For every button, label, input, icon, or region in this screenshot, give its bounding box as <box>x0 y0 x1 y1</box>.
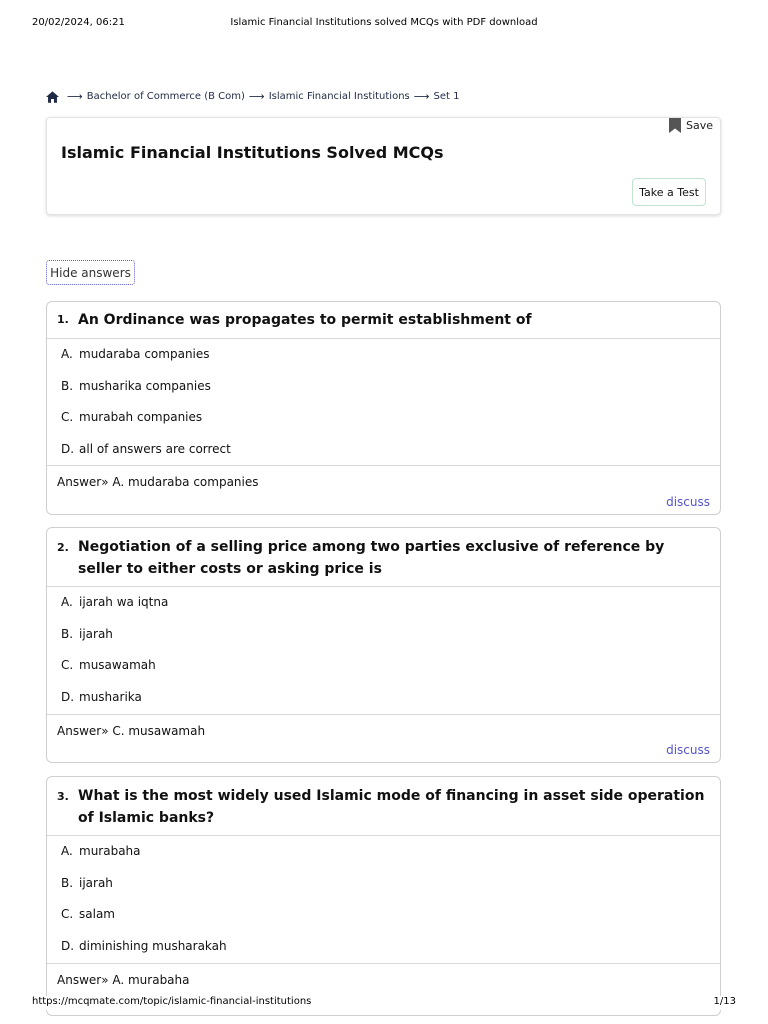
discuss-link[interactable]: discuss <box>666 743 710 757</box>
title-card <box>46 117 721 215</box>
answer-row <box>47 714 720 763</box>
answer-text: Answer» A. mudaraba companies <box>57 475 259 489</box>
hide-answers-button[interactable]: Hide answers <box>46 260 135 285</box>
page-title: Islamic Financial Institutions Solved MCQs <box>61 143 444 162</box>
breadcrumb-item-set[interactable]: Set 1 <box>433 91 460 102</box>
breadcrumb-separator: ⟶ <box>67 90 83 103</box>
option-c[interactable]: C. murabah companies <box>61 410 203 424</box>
option-b[interactable]: B. ijarah <box>61 627 113 641</box>
print-page-count: 1/13 <box>713 996 736 1007</box>
question-card-2 <box>46 527 721 763</box>
option-b[interactable]: B. musharika companies <box>61 379 211 393</box>
question-text: Negotiation of a selling price among two parties exclusive of reference by seller to either costs or asking price is <box>78 539 665 577</box>
question-header <box>47 777 720 836</box>
home-icon[interactable] <box>46 91 59 103</box>
save-button[interactable] <box>669 118 713 133</box>
question-header <box>47 528 720 587</box>
question-text: An Ordinance was propagates to permit establishment of <box>78 312 532 328</box>
option-d[interactable]: D. all of answers are correct <box>61 442 231 456</box>
print-datetime: 20/02/2024, 06:21 <box>32 17 125 28</box>
option-c[interactable]: C. salam <box>61 907 115 921</box>
option-a[interactable]: A. murabaha <box>61 844 141 858</box>
option-d[interactable]: D. diminishing musharakah <box>61 939 227 953</box>
option-b[interactable]: B. ijarah <box>61 876 113 890</box>
question-number: 1. <box>57 313 69 326</box>
question-card-1 <box>46 301 721 515</box>
question-text: What is the most widely used Islamic mode of financing in asset side operation of Islamic banks? <box>78 788 705 826</box>
breadcrumb-separator: ⟶ <box>413 90 430 103</box>
answer-row <box>47 465 720 515</box>
option-a[interactable]: A. ijarah wa iqtna <box>61 595 169 609</box>
print-title: Islamic Financial Institutions solved MCQs with PDF download <box>230 17 538 28</box>
answer-text: Answer» C. musawamah <box>57 724 206 738</box>
option-c[interactable]: C. musawamah <box>61 658 156 672</box>
breadcrumb-item-bcom[interactable]: Bachelor of Commerce (B Com) <box>86 91 245 102</box>
print-footer <box>32 996 736 1010</box>
save-label: Save <box>685 119 713 132</box>
breadcrumb-separator: ⟶ <box>248 90 265 103</box>
discuss-link[interactable]: discuss <box>666 495 710 509</box>
print-header <box>32 17 736 31</box>
question-card-3 <box>46 776 721 1016</box>
answer-text: Answer» A. murabaha <box>57 973 190 987</box>
question-number: 2. <box>57 541 69 554</box>
question-header <box>47 302 720 339</box>
breadcrumb-item-topic[interactable]: Islamic Financial Institutions <box>268 91 410 102</box>
breadcrumb <box>46 90 460 103</box>
bookmark-icon <box>669 118 681 133</box>
print-url: https://mcqmate.com/topic/islamic-financial-institutions <box>32 996 312 1007</box>
take-test-button[interactable]: Take a Test <box>632 178 706 206</box>
question-number: 3. <box>57 790 69 803</box>
option-a[interactable]: A. mudaraba companies <box>61 347 210 361</box>
option-d[interactable]: D. musharika <box>61 690 142 704</box>
